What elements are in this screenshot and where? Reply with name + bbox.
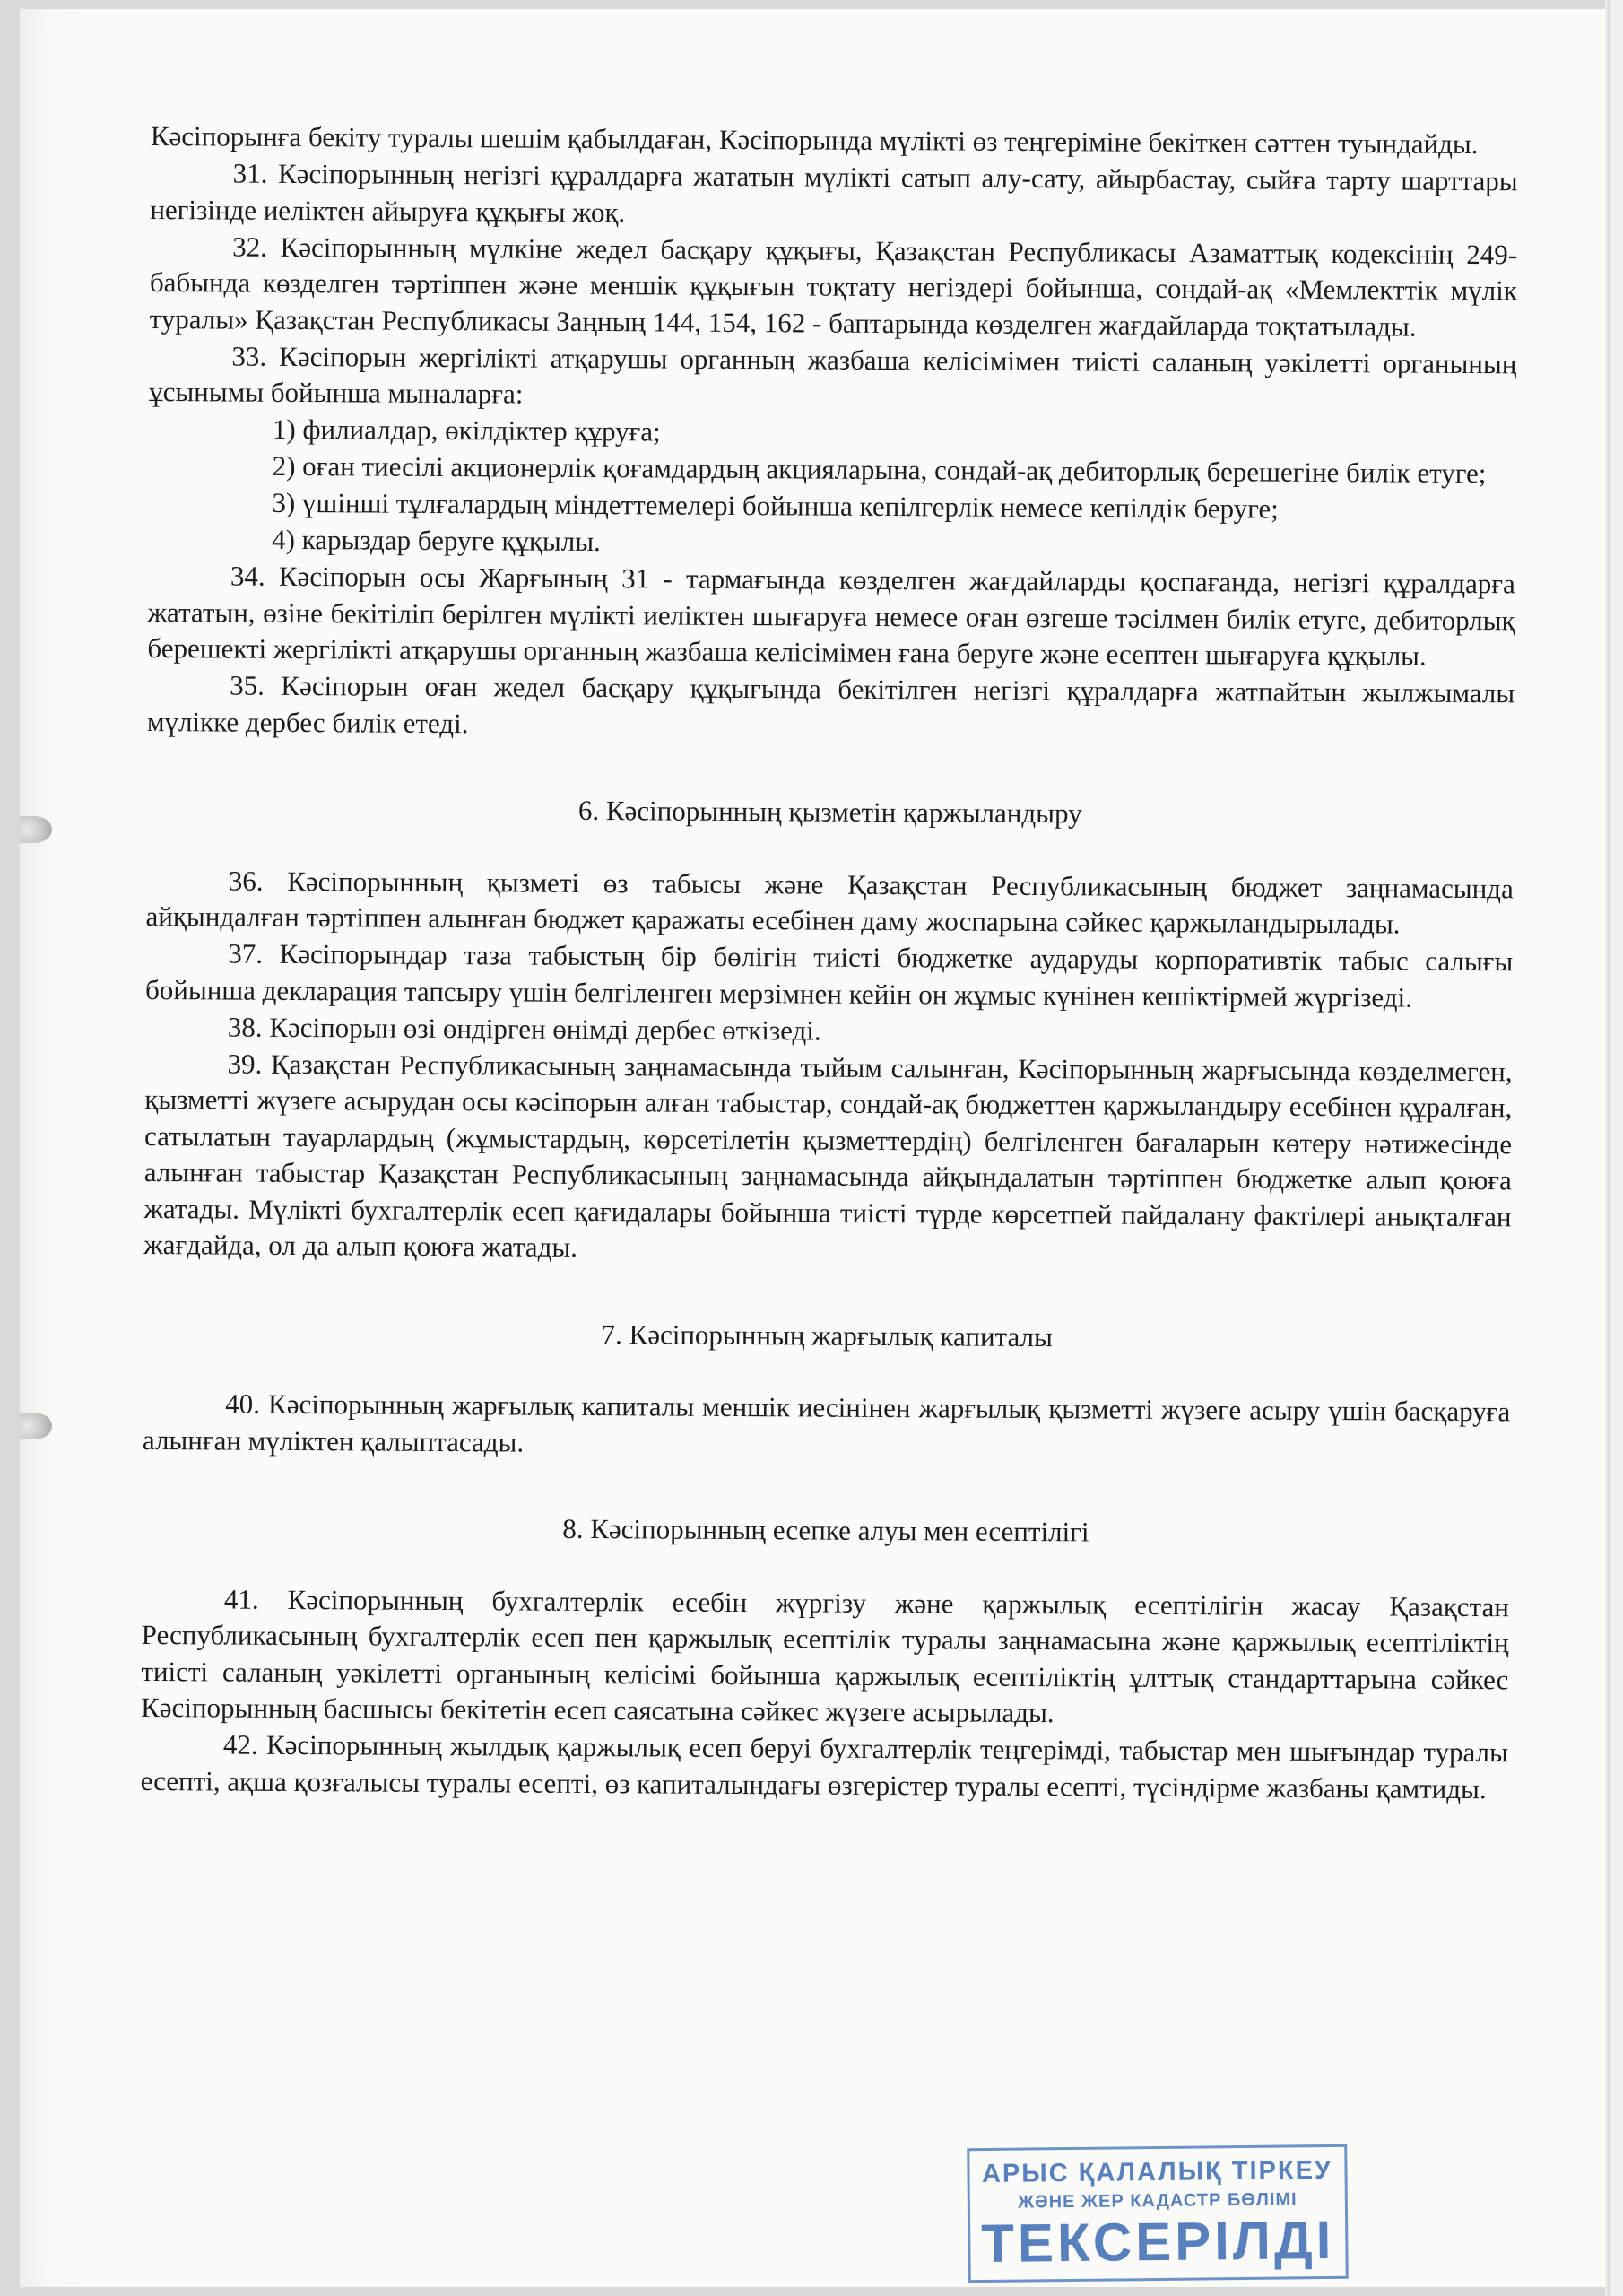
stamp-line-1: АРЫС ҚАЛАЛЫҚ ТІРКЕУ xyxy=(981,2155,1333,2189)
paragraph-37: 37. Кәсіпорындар таза табыстың бір бөлігін тиісті бюджетке аударуды корпоративтік табыс салығы бойынша декларация тапсыру үшін белгіленген мерзімнен кейін он жұмыс күнінен кешіктірмей жүргізеді. xyxy=(144,937,1514,1013)
binding-hole xyxy=(20,1413,52,1439)
paragraph-continuation: Кәсіпорынға бекіту туралы шешім қабылдаған, Кәсіпорында мүлікті өз теңгеріміне бекіткен сәттен туындайды. xyxy=(150,119,1479,161)
page-edge xyxy=(1610,0,1623,2296)
paragraph-31: 31. Кәсіпорынның негізгі құралдарға жататын мүлікті сатып алу-сату, айырбастау, сыйға тарту шарттары негізінде иеліктен айыруға құқығы жоқ. xyxy=(150,157,1518,228)
paragraph-40: 40. Кәсіпорынның жарғылық капиталы меншік иесінінен жарғылық қызметті жүзеге асыру үшін басқаруға алынған мүліктен қалыптасады. xyxy=(142,1387,1511,1458)
paragraph-42: 42. Кәсіпорынның жылдық қаржылық есеп беруі бухгалтерлік теңгерімді, табыстар мен шығындар туралы есепті, ақша қозғалысы туралы есепті, өз капиталындағы өзгерістер туралы есепті, түсіндірме жазбаны қамтиды. xyxy=(140,1728,1509,1805)
list-item: 2) оған тиесілі акционерлік қоғамдардың акцияларына, сондай-ақ дебиторлық берешегіне билік етуге; xyxy=(272,449,1487,490)
list-item: 4) карыздар беруге құқылы. xyxy=(272,523,601,558)
document-page xyxy=(20,9,1605,2287)
paragraph-34: 34. Кәсіпорын осы Жарғының 31 - тармағында көзделген жағдайларды қоспағанда, негізгі құралдарға жататын, өзіне бекітіліп берілген мүлікті иеліктен шығаруға немесе оған өзгеше тәсілмен билік етуге, дебиторлық берешекті жергілікті атқарушы органның жазбаша келісімімен ғана беруге және есептен шығаруға құқылы. xyxy=(147,560,1515,672)
document-body xyxy=(141,118,1518,1808)
paragraph-35: 35. Кәсіпорын оған жедел басқару құқығында бекітілген негізгі құралдарға жатпайтын жылжымалы мүлікке дербес билік етеді. xyxy=(146,669,1515,739)
paragraph-32: 32. Кәсіпорынның мүлкіне жедел басқару құқығы, Қазақстан Республикасы Азаматтық кодексінің 249-бабында көзделген тәртіппен және меншік құқығын тоқтату негіздері бойынша, сондай-ақ «Мемлекттік мүлік туралы» Қазақстан Республикасы Заңның 144, 154, 162 - баптарында көзделген жағдайларда тоқтатылады. xyxy=(149,230,1518,343)
paragraph-36: 36. Кәсіпорынның қызметі өз табысы және Қазақстан Республикасының бюджет заңнамасында айқындалған тәртіппен алынған бюджет қаражаты есебінен даму жоспарына сәйкес қаржыландырылады. xyxy=(145,865,1514,940)
verification-stamp xyxy=(967,2144,1349,2283)
list-item: 1) филиалдар, өкілдіктер құруға; xyxy=(272,413,661,448)
paragraph-38: 38. Кәсіпорын өзі өндірген өнімді дербес өткізеді. xyxy=(227,1011,821,1047)
stamp-line-3: ТЕКСЕРІЛДІ xyxy=(980,2209,1335,2274)
list-item: 3) үшінші тұлғалардың міндеттемелері бойынша кепілгерлік немесе кепілдік беруге; xyxy=(272,486,1279,525)
section-heading-8: 8. Кәсіпорынның есепке алуы мен есептілігі xyxy=(562,1512,1089,1548)
section-heading-6: 6. Кәсіпорынның қызметін қаржыландыру xyxy=(577,794,1082,830)
paragraph-33: 33. Кәсіпорын жергілікті атқарушы органның жазбаша келісімімен тиісті саланың уәкілетті органының ұсынымы бойынша мыналарға: xyxy=(149,340,1517,410)
paragraph-41: 41. Кәсіпорынның бухгалтерлік есебін жүргізу және қаржылық есептілігін жасау Қазақстан Республикасының бухгалтерлік есеп пен қаржылық есептілік туралы заңнамасына және қаржылық есептіліктің тиісті саланың уәкілетті органының келісімі бойынша қаржылық есептіліктің ұлттық стандарттарына сәйкес Кәсіпорынның басшысы бекітетін есеп саясатына сәйкес жүзеге асырылады. xyxy=(141,1583,1509,1729)
stamp-line-2: ЖӘНЕ ЖЕР КАДАСТР БӨЛІМІ xyxy=(1017,2189,1298,2213)
paragraph-39: 39. Қазақстан Республикасының заңнамасында тыйым салынған, Кәсіпорынның жарғысында көзделмеген, қызметті жүзеге асырудан осы кәсіпорын алған табыстар, сондай-ақ бюджеттен қаржыландыру есебінен құралған, сатылатын тауарлардың (жұмыстардың, көрсетілетін қызметтердің) белгіленген бағаларын көтеру нәтижесінде алынған табыстар Қазақстан Республикасының заңнамасында айқындалатын тәртіппен бюджетке алып қоюға жатады. Мүлікті бухгалтерлік есеп қағидалары бойынша тиісті түрде көрсетпей пайдалану фактілері анықталған жағдайда, ол да алып қоюға жатады. xyxy=(143,1048,1513,1263)
section-heading-7: 7. Кәсіпорынның жарғылық капиталы xyxy=(601,1318,1053,1352)
binding-hole xyxy=(20,816,52,843)
